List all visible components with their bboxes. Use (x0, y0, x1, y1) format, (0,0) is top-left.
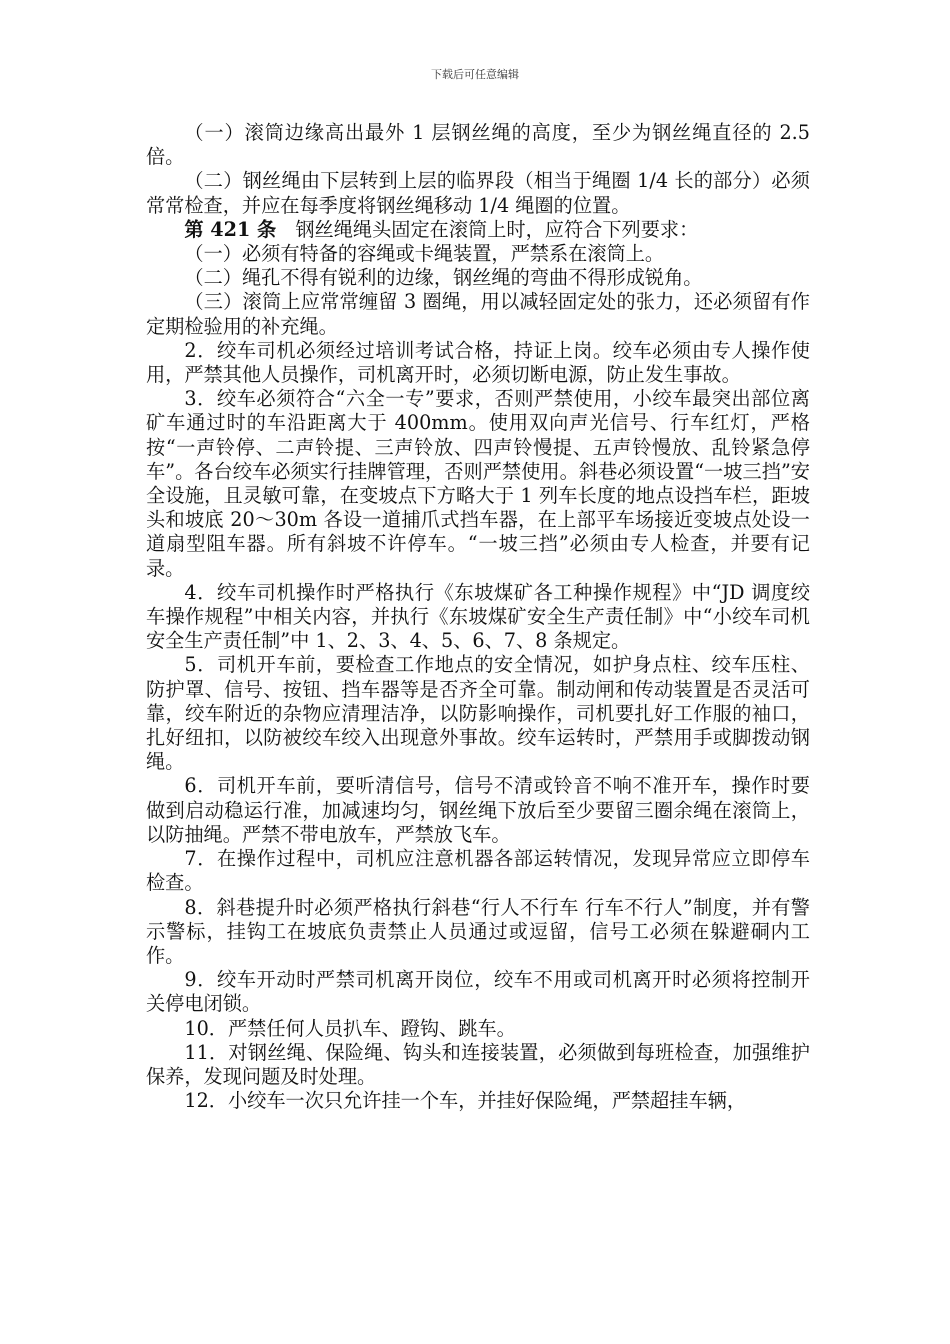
paragraph: （二）绳孔不得有锐利的边缘，钢丝绳的弯曲不得形成锐角。 (184, 266, 703, 290)
paragraph: （一）必须有特备的容绳或卡绳装置，严禁系在滚筒上。 (184, 242, 665, 266)
article-number: 第 421 条 (184, 217, 277, 241)
paragraph: 11．对钢丝绳、保险绳、钩头和连接装置，必须做到每班检查，加强维护保养，发现问题及时处理。 (146, 1040, 810, 1088)
paragraph: （一）滚筒边缘高出最外 1 层钢丝绳的高度，至少为钢丝绳直径的 2.5 倍。 (146, 121, 810, 169)
paragraph: 2．绞车司机必须经过培训考试合格，持证上岗。绞车必须由专人操作使用，严禁其他人员操作，司机离开时，必须切断电源，防止发生事故。 (146, 338, 810, 387)
paragraph: 7．在操作过程中，司机应注意机器各部运转情况，发现异常应立即停车检查。 (146, 847, 810, 895)
paragraph: 4．绞车司机操作时严格执行《东坡煤矿各工种操作规程》中“JD 调度绞车操作规程”中相关内容，并执行《东坡煤矿安全生产责任制》中“小绞车司机安全生产责任制”中 1、2、3、4、5、6、7、8 条规定。 (146, 580, 810, 653)
page-header: 下载后可任意编辑 (431, 68, 519, 81)
paragraph: （三）滚筒上应常常缠留 3 圈绳，用以减轻固定处的张力，还必须留有作定期检验用的补充绳。 (146, 290, 810, 338)
paragraph: （二）钢丝绳由下层转到上层的临界段（相当于绳圈 1/4 长的部分）必须常常检查，并应在每季度将钢丝绳移动 1/4 绳圈的位置。 (146, 169, 810, 217)
paragraph: 12．小绞车一次只允许挂一个车，并挂好保险绳，严禁超挂车辆， (184, 1089, 747, 1113)
paragraph: 6．司机开车前，要听清信号，信号不清或铃音不响不准开车，操作时要做到启动稳运行准，加减速均匀，钢丝绳下放后至少要留三圈余绳在滚筒上，以防抽绳。严禁不带电放车，严禁放飞车。 (146, 774, 810, 846)
paragraph: 9．绞车开动时严禁司机离开岗位，绞车不用或司机离开时必须将控制开关停电闭锁。 (146, 968, 810, 1016)
article-heading: 第 421 条 钢丝绳绳头固定在滚筒上时，应符合下列要求： (184, 217, 699, 241)
paragraph: 8．斜巷提升时必须严格执行斜巷“行人不行车 行车不行人”制度，并有警示警标，挂钩工在坡底负责禁止人员通过或逗留，信号工必须在躲避硐内工作。 (146, 895, 810, 967)
document-body (146, 121, 810, 1113)
paragraph: 5．司机开车前，要检查工作地点的安全情况，如护身点柱、绞车压柱、防护罩、信号、按钮、挡车器等是否齐全可靠。制动闸和传动装置是否灵活可靠，绞车附近的杂物应清理洁净，以防影响操作，司机要扎好工作服的袖口，扎好纽扣，以防被绞车绞入出现意外事故。绞车运转时，严禁用手或脚拨动钢绳。 (146, 653, 810, 774)
paragraph: 3．绞车必须符合“六全一专”要求，否则严禁使用，小绞车最突出部位离矿车通过时的车沿距离大于 400mm。使用双向声光信号、行车红灯，严格按“一声铃停、二声铃提、三声铃放、四声铃慢提、五声铃慢放、乱铃紧急停车”。各台绞车必须实行挂牌管理，否则严禁使用。斜巷必须设置“一坡三挡”安全设施，且灵敏可靠，在变坡点下方略大于 1 列车长度的地点设挡车栏，距坡头和坡底 20～30m 各设一道捕爪式挡车器，在上部平车场接近变坡点处设一道扇型阻车器。所有斜坡不许停车。“一坡三挡”必须由专人检查，并要有记录。 (146, 387, 810, 580)
paragraph: 10．严禁任何人员扒车、蹬钩、跳车。 (184, 1016, 516, 1040)
